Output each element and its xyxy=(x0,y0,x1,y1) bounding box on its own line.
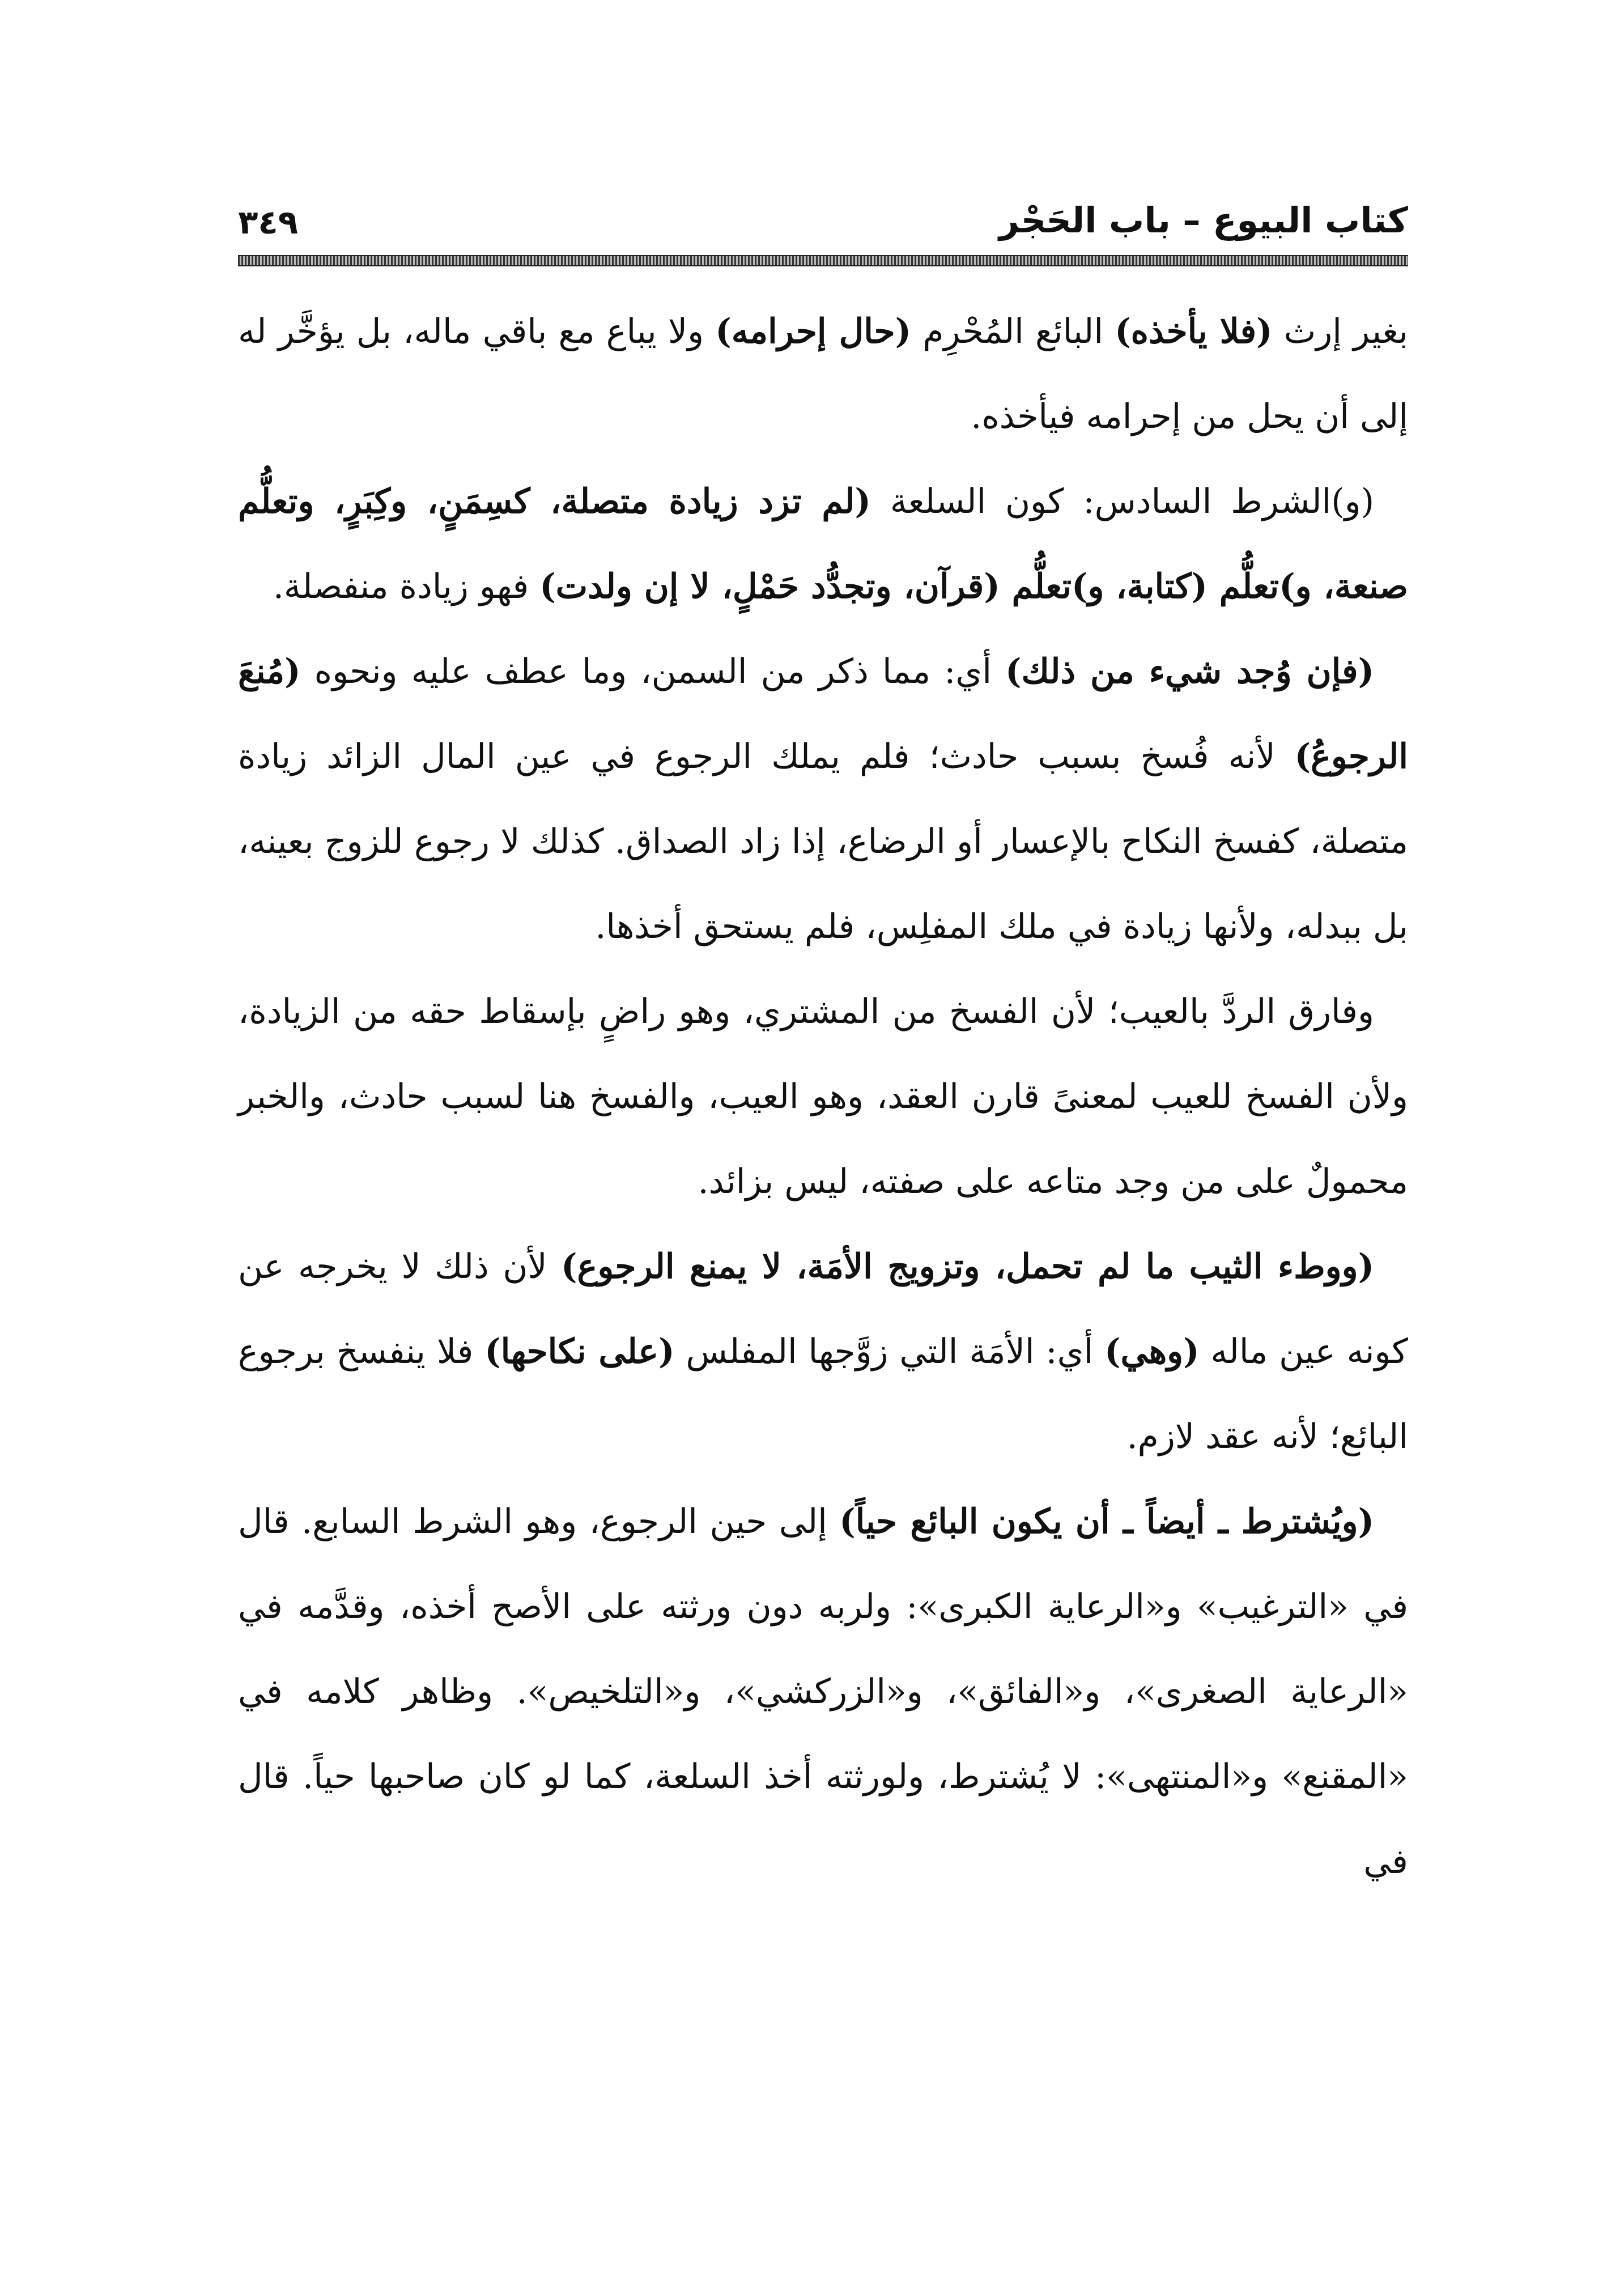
paragraph xyxy=(238,289,1408,459)
text-segment: فهو زيادة منفصلة. xyxy=(273,567,540,606)
text-segment: بغير إرث xyxy=(1272,312,1408,351)
bold-text-segment: (ويُشترط ـ أيضاً ـ أن يكون البائع حياً) xyxy=(839,1502,1374,1542)
paragraph xyxy=(238,629,1408,969)
text-segment: لأن ذلك لا يخرجه عن كونه عين ماله xyxy=(238,1247,1408,1371)
bold-text-segment: (ووطء الثيب ما لم تحمل، وتزويج الأمَة، لا يمنع الرجوع) xyxy=(561,1247,1375,1286)
bold-text-segment: (وهي) xyxy=(1104,1332,1200,1371)
bold-text-segment: (لم تزد زيادة متصلة، كسِمَنٍ، وكِبَرٍ، وتعلُّم صنعة، و)تعلُّم (كتابة، و)تعلُّم (قرآن، وتجدُّد حَمْلٍ، لا إن ولدت) xyxy=(238,482,1408,606)
header-divider xyxy=(238,255,1408,266)
bold-text-segment: (فلا يأخذه) xyxy=(1115,312,1273,351)
text-segment: إلى حين الرجوع، وهو الشرط السابع. قال في «الترغيب» و«الرعاية الكبرى»: ولربه دون ورثته على الأصح أخذه، وقدَّمه في «الرعاية الصغرى»، و«الفائق»، و«الزركشي»، و«التلخيص». وظاهر كلامه في «المقنع» و«المنتهى»: لا يُشترط، ولورثته أخذ السلعة، كما لو كان صاحبها حياً. قال في xyxy=(238,1502,1408,1882)
body-text xyxy=(238,289,1408,1904)
paragraph xyxy=(238,1479,1408,1904)
page-number: ٣٤٩ xyxy=(238,203,299,241)
bold-text-segment: (حال إحرامه) xyxy=(715,312,911,351)
text-segment: البائع المُحْرِم xyxy=(911,312,1115,351)
paragraph xyxy=(238,969,1408,1224)
text-segment: (و)الشرط السادس: كون السلعة xyxy=(870,482,1374,521)
bold-text-segment: (على نكاحها) xyxy=(484,1332,675,1371)
text-segment: فلا ينفسخ برجوع البائع؛ لأنه عقد لازم. xyxy=(238,1332,1408,1457)
bold-text-segment: (فإن وُجد شيء من ذلك) xyxy=(1005,652,1374,691)
text-segment: أي: الأمَة التي زوَّجها المفلس xyxy=(674,1332,1105,1371)
text-segment: وفارق الردَّ بالعيب؛ لأن الفسخ من المشتري، وهو راضٍ بإسقاط حقه من الزيادة، ولأن الفسخ للعيب لمعنىً قارن العقد، وهو العيب، والفسخ هنا لسبب حادث، والخبر محمولٌ على من وجد متاعه على صفته، ليس بزائد. xyxy=(238,992,1408,1201)
text-segment: ولا يباع مع باقي ماله، بل يؤخَّر له إلى أن يحل من إحرامه فيأخذه. xyxy=(238,312,1408,436)
paragraph xyxy=(238,1224,1408,1479)
running-title: كتاب البيوع – باب الحَجْر xyxy=(999,199,1408,241)
paragraph xyxy=(238,459,1408,629)
text-segment: لأنه فُسخ بسبب حادث؛ فلم يملك الرجوع في عين المال الزائد زيادة متصلة، كفسخ النكاح بالإعسار أو الرضاع، إذا زاد الصداق. كذلك لا رجوع للزوج بعينه، بل ببدله، ولأنها زيادة في ملك المفلِس، فلم يستحق أخذها. xyxy=(238,737,1408,946)
text-segment: أي: مما ذكر من السمن، وما عطف عليه ونحوه xyxy=(300,652,1006,691)
bold-text-segment: (مُنعَ الرجوعُ) xyxy=(238,652,1408,776)
